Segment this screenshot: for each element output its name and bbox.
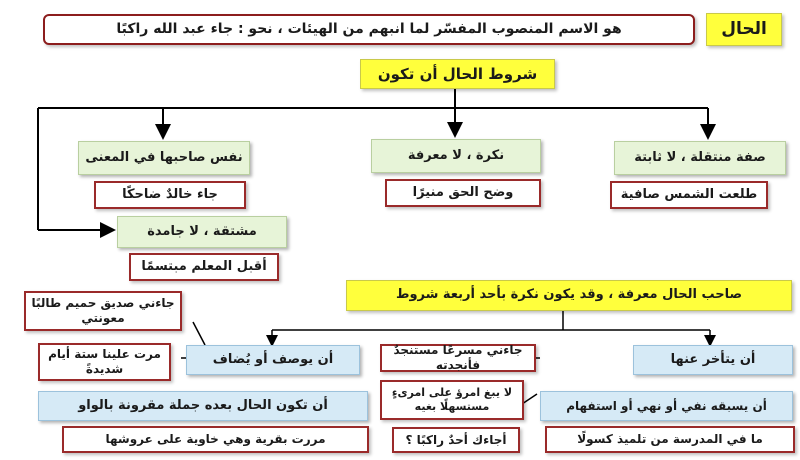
owner-condition-3-example-b: لا يبغ امرؤ على امرىءٍ مستسهلًا بغيه (380, 380, 524, 420)
owner-condition-1-example: جاءني مسرعًا مستنجدٌ فأنجدته (380, 344, 536, 372)
owner-condition-4-example: مررت بقرية وهي خاوية على عروشها (62, 426, 369, 453)
condition-3-example: جاء خالدٌ ضاحكًا (94, 181, 246, 209)
owner-condition-2-label: أن يوصف أو يُضاف (186, 345, 360, 375)
title-box: الحال (706, 13, 782, 46)
owner-condition-2-example: مرت علينا ستة أيام شديدةً (38, 343, 171, 381)
link-to-example-2b (193, 322, 205, 345)
owner-condition-2-example-b: جاءني صديق حميم طالبًا معونتي (24, 291, 182, 331)
owner-condition-1-label: أن يتأخر عنها (633, 345, 793, 375)
link-to-example-3b (522, 394, 537, 404)
owner-heading: صاحب الحال معرفة ، وقد يكون نكرة بأحد أربعة شروط (346, 280, 792, 311)
condition-2-example: وضح الحق منيرًا (385, 179, 541, 207)
owner-condition-3-example: ما في المدرسة من تلميذ كسولًا (545, 426, 795, 453)
condition-2-label: نكرة ، لا معرفة (371, 139, 541, 173)
definition-box: هو الاسم المنصوب المفسّر لما انبهم من الهيئات ، نحو : جاء عبد الله راكبًا (43, 14, 695, 45)
conditions-heading: شروط الحال أن تكون (360, 59, 555, 89)
interrogative-example: أجاءك أحدٌ راكبًا ؟ (392, 427, 520, 453)
owner-condition-4-label: أن تكون الحال بعده جملة مقرونة بالواو (38, 391, 368, 421)
condition-4-label: مشتقة ، لا جامدة (117, 216, 287, 248)
owner-condition-3-label: أن يسبقه نفي أو نهي أو استفهام (540, 391, 793, 421)
condition-3-label: نفس صاحبها في المعنى (78, 141, 250, 175)
condition-1-label: صفة منتقلة ، لا ثابتة (614, 141, 786, 175)
condition-4-example: أقبل المعلم مبتسمًا (129, 253, 279, 281)
condition-1-example: طلعت الشمس صافية (610, 181, 768, 209)
